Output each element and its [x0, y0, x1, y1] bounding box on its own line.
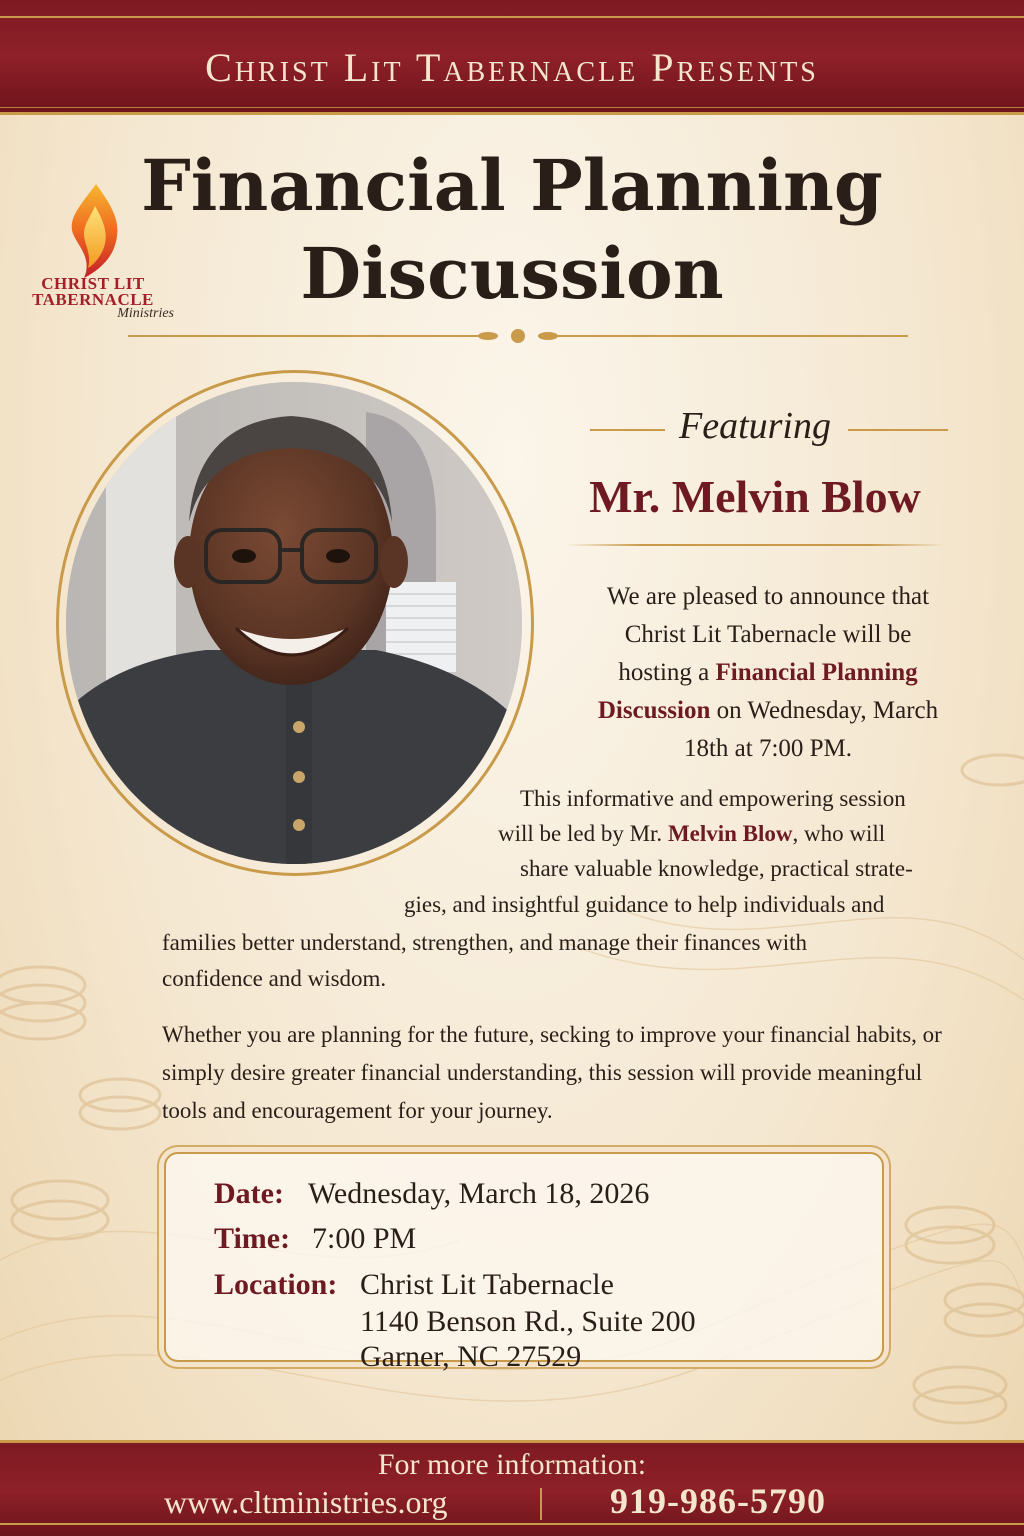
- location-label: Location:: [214, 1268, 338, 1301]
- text-run: hosting a: [618, 659, 716, 686]
- announcement-line: Christ Lit Tabernacle will be: [624, 621, 912, 648]
- presents-heading: Christ Lit Tabernacle Presents: [205, 45, 819, 90]
- text-run: will be led by Mr.: [498, 821, 668, 846]
- date-label: Date:: [214, 1177, 284, 1210]
- text-run: on Wednesday, March: [710, 697, 939, 724]
- highlight-text: Discussion: [597, 697, 711, 724]
- description-line: families better understand, strengthen, and manage their finances with: [162, 930, 808, 955]
- time-label: Time:: [214, 1222, 291, 1255]
- location-name: Christ Lit Tabernacle: [360, 1268, 614, 1301]
- speaker-name: Mr. Melvin Blow: [589, 471, 921, 522]
- description-line: [498, 821, 885, 847]
- time-value: 7:00 PM: [312, 1222, 417, 1255]
- more-info-label: For more information:: [377, 1448, 647, 1481]
- event-title-line2: Discussion: [300, 232, 724, 315]
- description-line: share valuable knowledge, practical strate-: [520, 856, 913, 881]
- description-line: confidence and wisdom.: [162, 966, 387, 991]
- event-title-line1: Financial Planning: [141, 144, 883, 227]
- location-address: 1140 Benson Rd., Suite 200: [360, 1305, 696, 1338]
- announcement-line: [548, 692, 988, 730]
- description-line: This informative and empowering session: [520, 786, 906, 811]
- invitation-paragraph: Whether you are planning for the future, secking to improve your financial habits, or simply desire greater financial understanding, this session will provide meaningful tools and encouragement for your journey.: [162, 1022, 942, 1123]
- description-line: gies, and insightful guidance to help individuals and: [404, 892, 885, 917]
- featuring-label: Featuring: [679, 405, 831, 447]
- highlight-text: Financial Planning: [715, 659, 918, 686]
- logo-text-line3: Ministries: [117, 306, 174, 321]
- logo-text-line2: TABERNACLE: [32, 290, 154, 309]
- announcement-paragraph: [548, 578, 988, 768]
- phone-number[interactable]: 919-986-5790: [610, 1481, 826, 1521]
- featuring-rule-right: [848, 429, 948, 431]
- ornamental-divider: [128, 322, 908, 350]
- highlight-text: Melvin Blow: [667, 821, 793, 846]
- date-value: Wednesday, March 18, 2026: [308, 1177, 650, 1210]
- announcement-line: 18th at 7:00 PM.: [683, 735, 853, 762]
- logo-text-line1: CHRIST LIT: [41, 274, 145, 293]
- location-city: Garner, NC 27529: [360, 1340, 582, 1373]
- announcement-line: [548, 654, 988, 692]
- speaker-portrait: [66, 382, 522, 864]
- footer-separator: [540, 1488, 542, 1520]
- text-run: , who will: [792, 821, 886, 846]
- event-title: [100, 142, 924, 318]
- website-link[interactable]: www.cltministries.org: [164, 1484, 448, 1520]
- announcement-line: We are pleased to announce that: [606, 583, 930, 610]
- speaker-divider: [566, 544, 946, 546]
